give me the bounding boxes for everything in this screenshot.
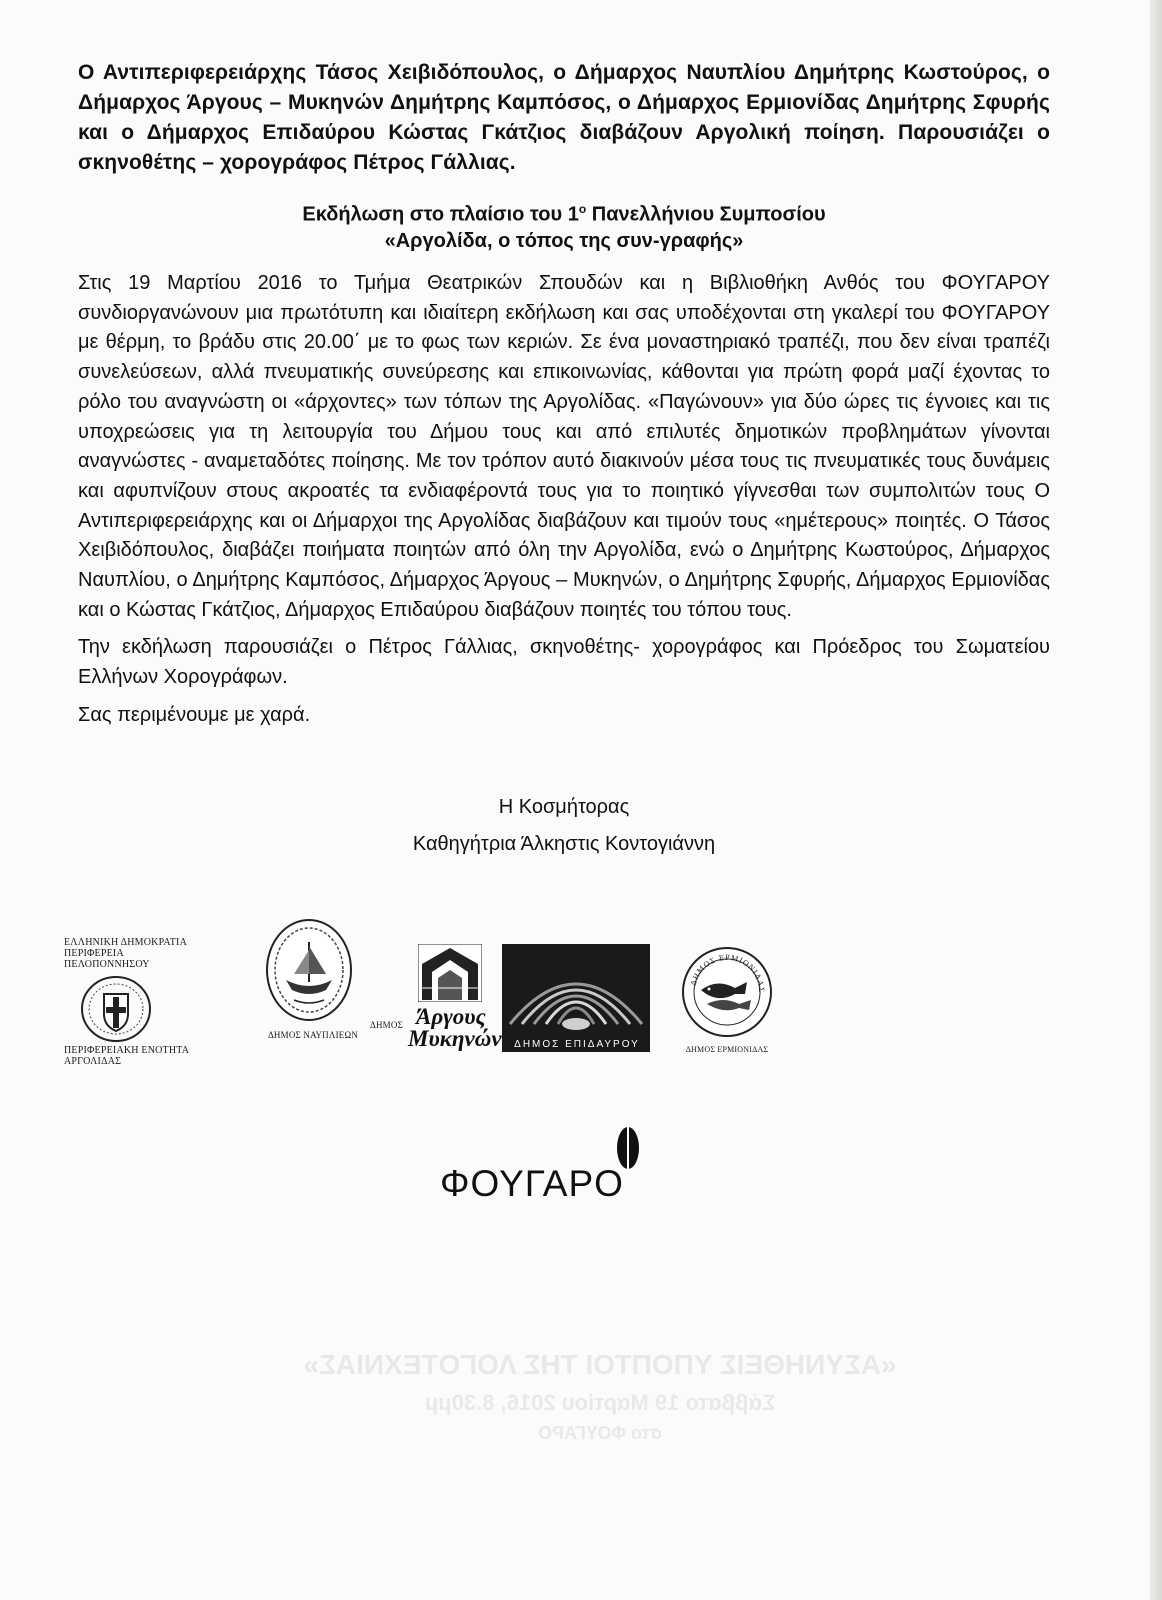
region-peloponnese-logo bbox=[64, 937, 214, 1067]
signature-name: Καθηγήτρια Άλκηστις Κοντογιάννη bbox=[412, 833, 716, 855]
ermionida-ring-text: ΔΗΜΟΣ ΕΡΜΙΟΝΙΔΑΣ bbox=[688, 952, 767, 994]
ermionida-text: ΔΗΜΟΣ ΕΡΜΙΟΝΙΔΑΣ bbox=[685, 1045, 769, 1054]
event-subheading bbox=[78, 196, 1050, 254]
argos-gate-icon bbox=[418, 944, 482, 1002]
region-unit-text-1: ΠΕΡΙΦΕΡΕΙΑΚΗ ΕΝΟΤΗΤΑ bbox=[64, 1045, 190, 1056]
body-text bbox=[78, 269, 1050, 739]
nafplio-text: ΔΗΜΟΣ ΝΑΥΠΛΙΕΩΝ bbox=[267, 1030, 359, 1040]
signature-title: Η Κοσμήτορας bbox=[498, 796, 630, 818]
bleed-date: Σάββατο 19 Μαρτίου 2016, 8.30μμ bbox=[424, 1390, 776, 1415]
body-paragraph-main: Στις 19 Μαρτίου 2016 το Τμήμα Θεατρικών Σπουδών και η Βιβλιοθήκη Ανθός του ΦΟΥΓΑΡΟΥ συνδιοργανώνουν μια πρωτότυπη και ιδιαίτερη εκδήλωση και σας υποδέχονται στη γκαλερί του ΦΟΥΓΑΡΟΥ με θέρμη, το βράδυ στις 20.00΄ με το φως των κεριών. Σε ένα μοναστηριακό τραπέζι, που δεν είναι τραπέζι συνελεύσεων, αλλά πνευματικής συνεύρεσης και επικοινωνίας, κάθονται για πρώτη φορά μαζί έχοντας το ρόλο του αναγνώστη οι «άρχοντες» των τόπων της Αργολίδας. «Παγώνουν» για δύο ώρες τις έγνοιες και τις υποχρεώσεις για τη λειτουργία του Δήμου τους και από επιλυτές δημοτικών προβλημάτων γίνονται αναγνώστες - αναμεταδότες ποίησης. Με τον τρόπον αυτό διακινούν μέσα τους τις πνευματικές τους δυνάμεις και αφυπνίζουν στους ακροατές τα ενδιαφέροντά τους για το ποιητικό γίγνεσθαι των συμπολιτών τους Ο Αντιπεριφερειάρχης και οι Δήμαρχοι της Αργολίδας διαβάζουν και τιμούν τους «ημέτερους» ποιητές. Ο Τάσος Χειβιδόπουλος, διαβάζει ποιήματα ποιητών από όλη την Αργολίδα, ενώ ο Δημήτρης Κωστούρος, Δήμαρχος Ναυπλίου, ο Δημήτρης Καμπόσος, Δήμαρχος Άργους – Μυκηνών, ο Δημήτρης Σφυρής, Δήμαρχος Ερμιονίδας και ο Κώστας Γκάτζιος, Δήμαρχος Επιδαύρου διαβάζουν ποιητές του τόπου τους. bbox=[78, 272, 1050, 621]
region-text-1: ΕΛΛΗΝΙΚΗ ΔΗΜΟΚΡΑΤΙΑ bbox=[64, 937, 187, 948]
body-paragraph-presenter: Την εκδήλωση παρουσιάζει ο Πέτρος Γάλλιας, σκηνοθέτης- χορογράφος και Πρόεδρος του Σωματείου Ελλήνων Χορογράφων. bbox=[78, 636, 1050, 689]
subheading-line2: «Αργολίδα, ο τόπος της συν-γραφής» bbox=[384, 229, 744, 252]
nafplio-crest-icon bbox=[264, 918, 354, 1022]
fougaro-wordmark: ΦΟΥΓΑΡΟ bbox=[440, 1163, 624, 1204]
ermionida-logo bbox=[672, 944, 782, 1056]
intro-paragraph: Ο Αντιπεριφερειάρχης Τάσος Χειβιδόπουλος, ο Δήμαρχος Ναυπλίου Δημήτρης Κωστούρος, ο Δήμαρχος Άργους – Μυκηνών Δημήτρης Καμπόσος, ο Δήμαρχος Ερμιονίδας Δημήτρης Σφυρής και ο Δήμαρχος Επιδαύρου Κώστας Γκάτζιος διαβάζουν Αργολική ποίηση. Παρουσιάζει ο σκηνοθέτης – χορογράφος Πέτρος Γάλλιας. bbox=[78, 61, 1050, 174]
region-unit-text-2: ΑΡΓΟΛΙΔΑΣ bbox=[64, 1056, 122, 1067]
bleed-heading: «ΑΣΥΝΗΘΕΙΣ ΥΠΟΠΤΟΙ ΤΗΣ ΛΟΓΟΤΕΧΝΙΑΣ» bbox=[303, 1349, 897, 1380]
argos-title-line2: Μυκηνών bbox=[408, 1026, 502, 1051]
nafplio-logo bbox=[258, 918, 368, 1048]
region-text-2: ΠΕΡΙΦΕΡΕΙΑ bbox=[64, 948, 124, 959]
body-paragraph-closing: Σας περιμένουμε με χαρά. bbox=[78, 703, 311, 726]
argos-title-line1: Άργους bbox=[416, 1004, 486, 1029]
epidavros-text: ΔΗΜΟΣ ΕΠΙΔΑΥΡΟΥ bbox=[514, 1039, 640, 1050]
bleed-venue: στο ΦΟΥΓΑΡΟ bbox=[538, 1423, 662, 1443]
theater-icon bbox=[502, 944, 650, 1034]
ermionida-fish-icon bbox=[677, 944, 777, 1044]
subheading-line1 bbox=[78, 196, 1050, 228]
argos-prefix-text: ΔΗΜΟΣ bbox=[370, 1020, 404, 1030]
subheading-ordinal: ο bbox=[578, 202, 587, 216]
greek-emblem-icon bbox=[78, 974, 154, 1044]
paper-edge-shadow bbox=[1150, 0, 1162, 1600]
argos-mykines-logo bbox=[370, 944, 500, 1054]
subheading-line1-start: Εκδήλωση στο πλαίσιο του 1 bbox=[302, 203, 579, 226]
subheading-line1-end: Πανελλήνιου Συμποσίου bbox=[586, 203, 826, 226]
region-text-3: ΠΕΛΟΠΟΝΝΗΣΟΥ bbox=[64, 959, 150, 970]
epidavros-logo bbox=[502, 944, 650, 1052]
